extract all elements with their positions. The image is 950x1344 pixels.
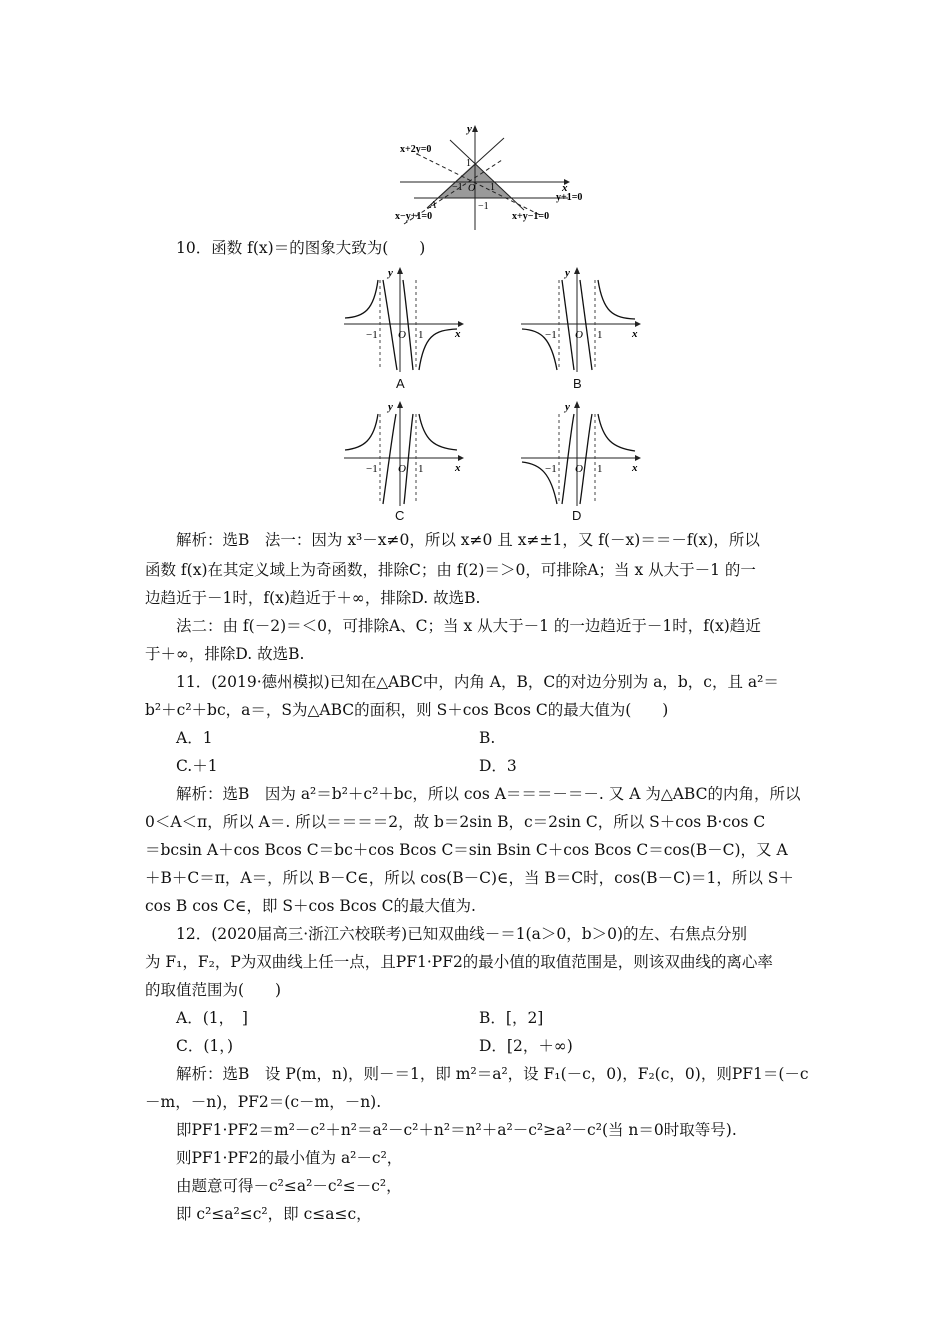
- q10-solution-line-1: 解析：选B 法一：因为 x³－x≠0，所以 x≠0 且 x≠±1，又 f(－x)＝＝－f(x)，所以: [176, 531, 760, 549]
- label-x-plus-2y: x+2y=0: [400, 144, 432, 155]
- q12-solution-line-2: －m，－n)，PF2＝(c－m，－n).: [145, 1093, 382, 1111]
- graph-d-y-label: y: [565, 401, 570, 413]
- graph-c-one: 1: [418, 463, 424, 475]
- graph-a-neg1: −1: [366, 329, 378, 341]
- q11-solution-line-5: cos B cos C∈，即 S＋cos Bcos C的最大值为.: [145, 897, 476, 915]
- graph-a-curve-left: [345, 280, 378, 318]
- fig1-minus-one-bottom: −1: [478, 201, 489, 212]
- graph-a-y-label: y: [388, 267, 393, 279]
- q10-method2-line-1: 法二：由 f(－2)＝＜0，可排除A、C；当 x 从大于－1 的一边趋近于－1时，f(x)趋近: [176, 617, 761, 635]
- graph-b-origin: O: [575, 329, 583, 341]
- feasible-region-figure: [392, 120, 602, 232]
- q11-stem-line-1: 11．(2019·德州模拟)已知在△ABC中，内角 A，B，C的对边分别为 a，b，c，且 a²＝: [176, 673, 779, 691]
- graph-b-neg1: −1: [545, 329, 557, 341]
- graph-d-curve-mid-left: [562, 414, 574, 504]
- graph-a-curve-right: [419, 329, 457, 370]
- label-x-plus-y-minus-1: x+y−1=0: [512, 211, 550, 222]
- q11-stem-line-2: b²＋c²＋bc，a＝，S为△ABC的面积，则 S＋cos Bcos C的最大值为( ): [145, 701, 669, 719]
- q11-solution-line-2: 0＜A＜π，所以 A＝. 所以＝＝＝＝2，故 b＝2sin B，c＝2sin C，所以 S＋cos B·cos C: [145, 813, 766, 831]
- q11-solution-line-4: ＋B＋C＝π，A＝，所以 B－C∈，所以 cos(B－C)∈，当 B＝C时，cos(B－C)＝1，所以 S＋: [145, 869, 794, 887]
- option-d-label: D: [572, 508, 582, 523]
- option-a-label: A: [396, 376, 405, 391]
- graph-d-curve-right: [598, 414, 635, 451]
- graph-b-curve-mid-left: [562, 280, 574, 370]
- graph-b-y-label: y: [565, 267, 570, 279]
- graph-c-neg1: −1: [366, 463, 378, 475]
- graph-a-y-arrow: [397, 267, 403, 274]
- q12-solution-line-5: 由题意可得－c²≤a²－c²≤－c²，: [176, 1177, 402, 1195]
- q11-option-a: A．1: [176, 729, 213, 747]
- q12-solution-line-1: 解析：选B 设 P(m，n)，则－＝1，即 m²＝a²，设 F₁(－c，0)，F₂(c，0)，则PF1＝(－c: [176, 1065, 809, 1083]
- graph-c-curve-left: [345, 414, 378, 450]
- q11-option-d: D．3: [479, 757, 517, 775]
- fig1-minus-one-left: −1: [452, 182, 463, 193]
- q12-solution-line-4: 则PF1·PF2的最小值为 a²－c²，: [176, 1149, 403, 1167]
- graph-c-curve-mid-left: [383, 414, 396, 504]
- graph-b-x-arrow: [635, 321, 641, 327]
- q10-graph-c: [342, 396, 466, 508]
- graph-c-origin: O: [398, 463, 406, 475]
- graph-c-y-label: y: [388, 401, 393, 413]
- q12-solution-line-3: 即PF1·PF2＝m²－c²＋n²＝a²－c²＋n²＝n²＋a²－c²≥a²－c²(当 n＝0时取等号).: [176, 1121, 737, 1139]
- y-axis-arrow: [472, 125, 478, 132]
- q12-option-a: A．(1， ]: [176, 1009, 248, 1027]
- graph-a-curve-mid-left: [383, 280, 397, 370]
- q12-option-b: B．[，2]: [479, 1009, 544, 1027]
- graph-d-one: 1: [597, 463, 603, 475]
- graph-d-x-label: x: [632, 462, 638, 474]
- q10-stem: 10．函数 f(x)＝的图象大致为( ): [176, 239, 426, 257]
- graph-a-x-arrow: [458, 321, 464, 327]
- q10-solution-line-2: 函数 f(x)在其定义域上为奇函数，排除C；由 f(2)＝＞0，可排除A；当 x 从大于－1 的一: [145, 561, 756, 579]
- option-b-label: B: [573, 376, 582, 391]
- q10-graph-a: [342, 262, 466, 374]
- graph-c-curve-mid-right: [404, 414, 413, 504]
- q11-solution-line-1: 解析：选B 因为 a²＝b²＋c²＋bc，所以 cos A＝＝＝－＝－. 又 A 为△ABC的内角，所以: [176, 785, 801, 803]
- q10-solution-line-3: 边趋近于－1时，f(x)趋近于＋∞，排除D. 故选B.: [145, 589, 481, 607]
- graph-b-curve-mid-right: [580, 280, 592, 370]
- graph-c-x-label: x: [455, 462, 461, 474]
- graph-d-x-arrow: [635, 455, 641, 461]
- graph-b-x-label: x: [632, 328, 638, 340]
- graph-d-origin: O: [575, 463, 583, 475]
- q12-stem-line-1: 12．(2020届高三·浙江六校联考)已知双曲线－＝1(a＞0，b＞0)的左、右焦点分别: [176, 925, 748, 943]
- graph-d-curve-mid-right: [580, 414, 592, 504]
- fig1-y-label: y: [467, 123, 472, 135]
- q12-stem-line-2: 为 F₁，F₂，P为双曲线上任一点，且PF1·PF2的最小值的取值范围是，则该双曲线的离心率: [145, 953, 773, 971]
- q12-option-c: C．(1，): [176, 1037, 234, 1055]
- fig1-x-label: x: [562, 182, 568, 194]
- graph-b-y-arrow: [574, 267, 580, 274]
- q11-option-c: C.＋1: [176, 757, 218, 775]
- label-x-minus-y-plus-1: x−y+1=0: [395, 211, 433, 222]
- graph-c-x-arrow: [458, 455, 464, 461]
- option-c-label: C: [395, 508, 405, 523]
- graph-b-curve-right: [598, 280, 635, 319]
- graph-a-curve-mid-right: [403, 280, 413, 370]
- graph-d-neg1: −1: [545, 463, 557, 475]
- graph-a-one: 1: [418, 329, 424, 341]
- q10-graph-d: [519, 396, 643, 508]
- fig1-point-a: A: [430, 200, 437, 211]
- q10-method2-line-2: 于＋∞，排除D. 故选B.: [145, 645, 305, 663]
- q10-graph-b: [519, 262, 643, 374]
- graph-a-x-label: x: [455, 328, 461, 340]
- q11-solution-line-3: ＝bcsin A＋cos Bcos C＝bc＋cos Bcos C＝sin Bsin C＋cos Bcos C＝cos(B－C)，又 A: [145, 841, 788, 859]
- fig1-origin: O: [468, 183, 476, 194]
- q11-option-b: B.: [479, 729, 496, 747]
- line-x-plus-y-minus-1: [450, 140, 524, 210]
- graph-c-curve-right: [419, 414, 457, 450]
- graph-c-y-arrow: [397, 401, 403, 408]
- graph-a-origin: O: [398, 329, 406, 341]
- q12-solution-line-6: 即 c²≤a²≤c²，即 c≤a≤c，: [176, 1205, 372, 1223]
- fig1-one-right: 1: [490, 182, 495, 193]
- label-y-plus-1: y+1=0: [556, 192, 583, 203]
- q12-option-d: D．[2，＋∞): [479, 1037, 573, 1055]
- q12-stem-line-3: 的取值范围为( ): [145, 981, 282, 999]
- graph-b-one: 1: [597, 329, 603, 341]
- graph-d-y-arrow: [574, 401, 580, 408]
- fig1-one-top: 1: [466, 158, 471, 169]
